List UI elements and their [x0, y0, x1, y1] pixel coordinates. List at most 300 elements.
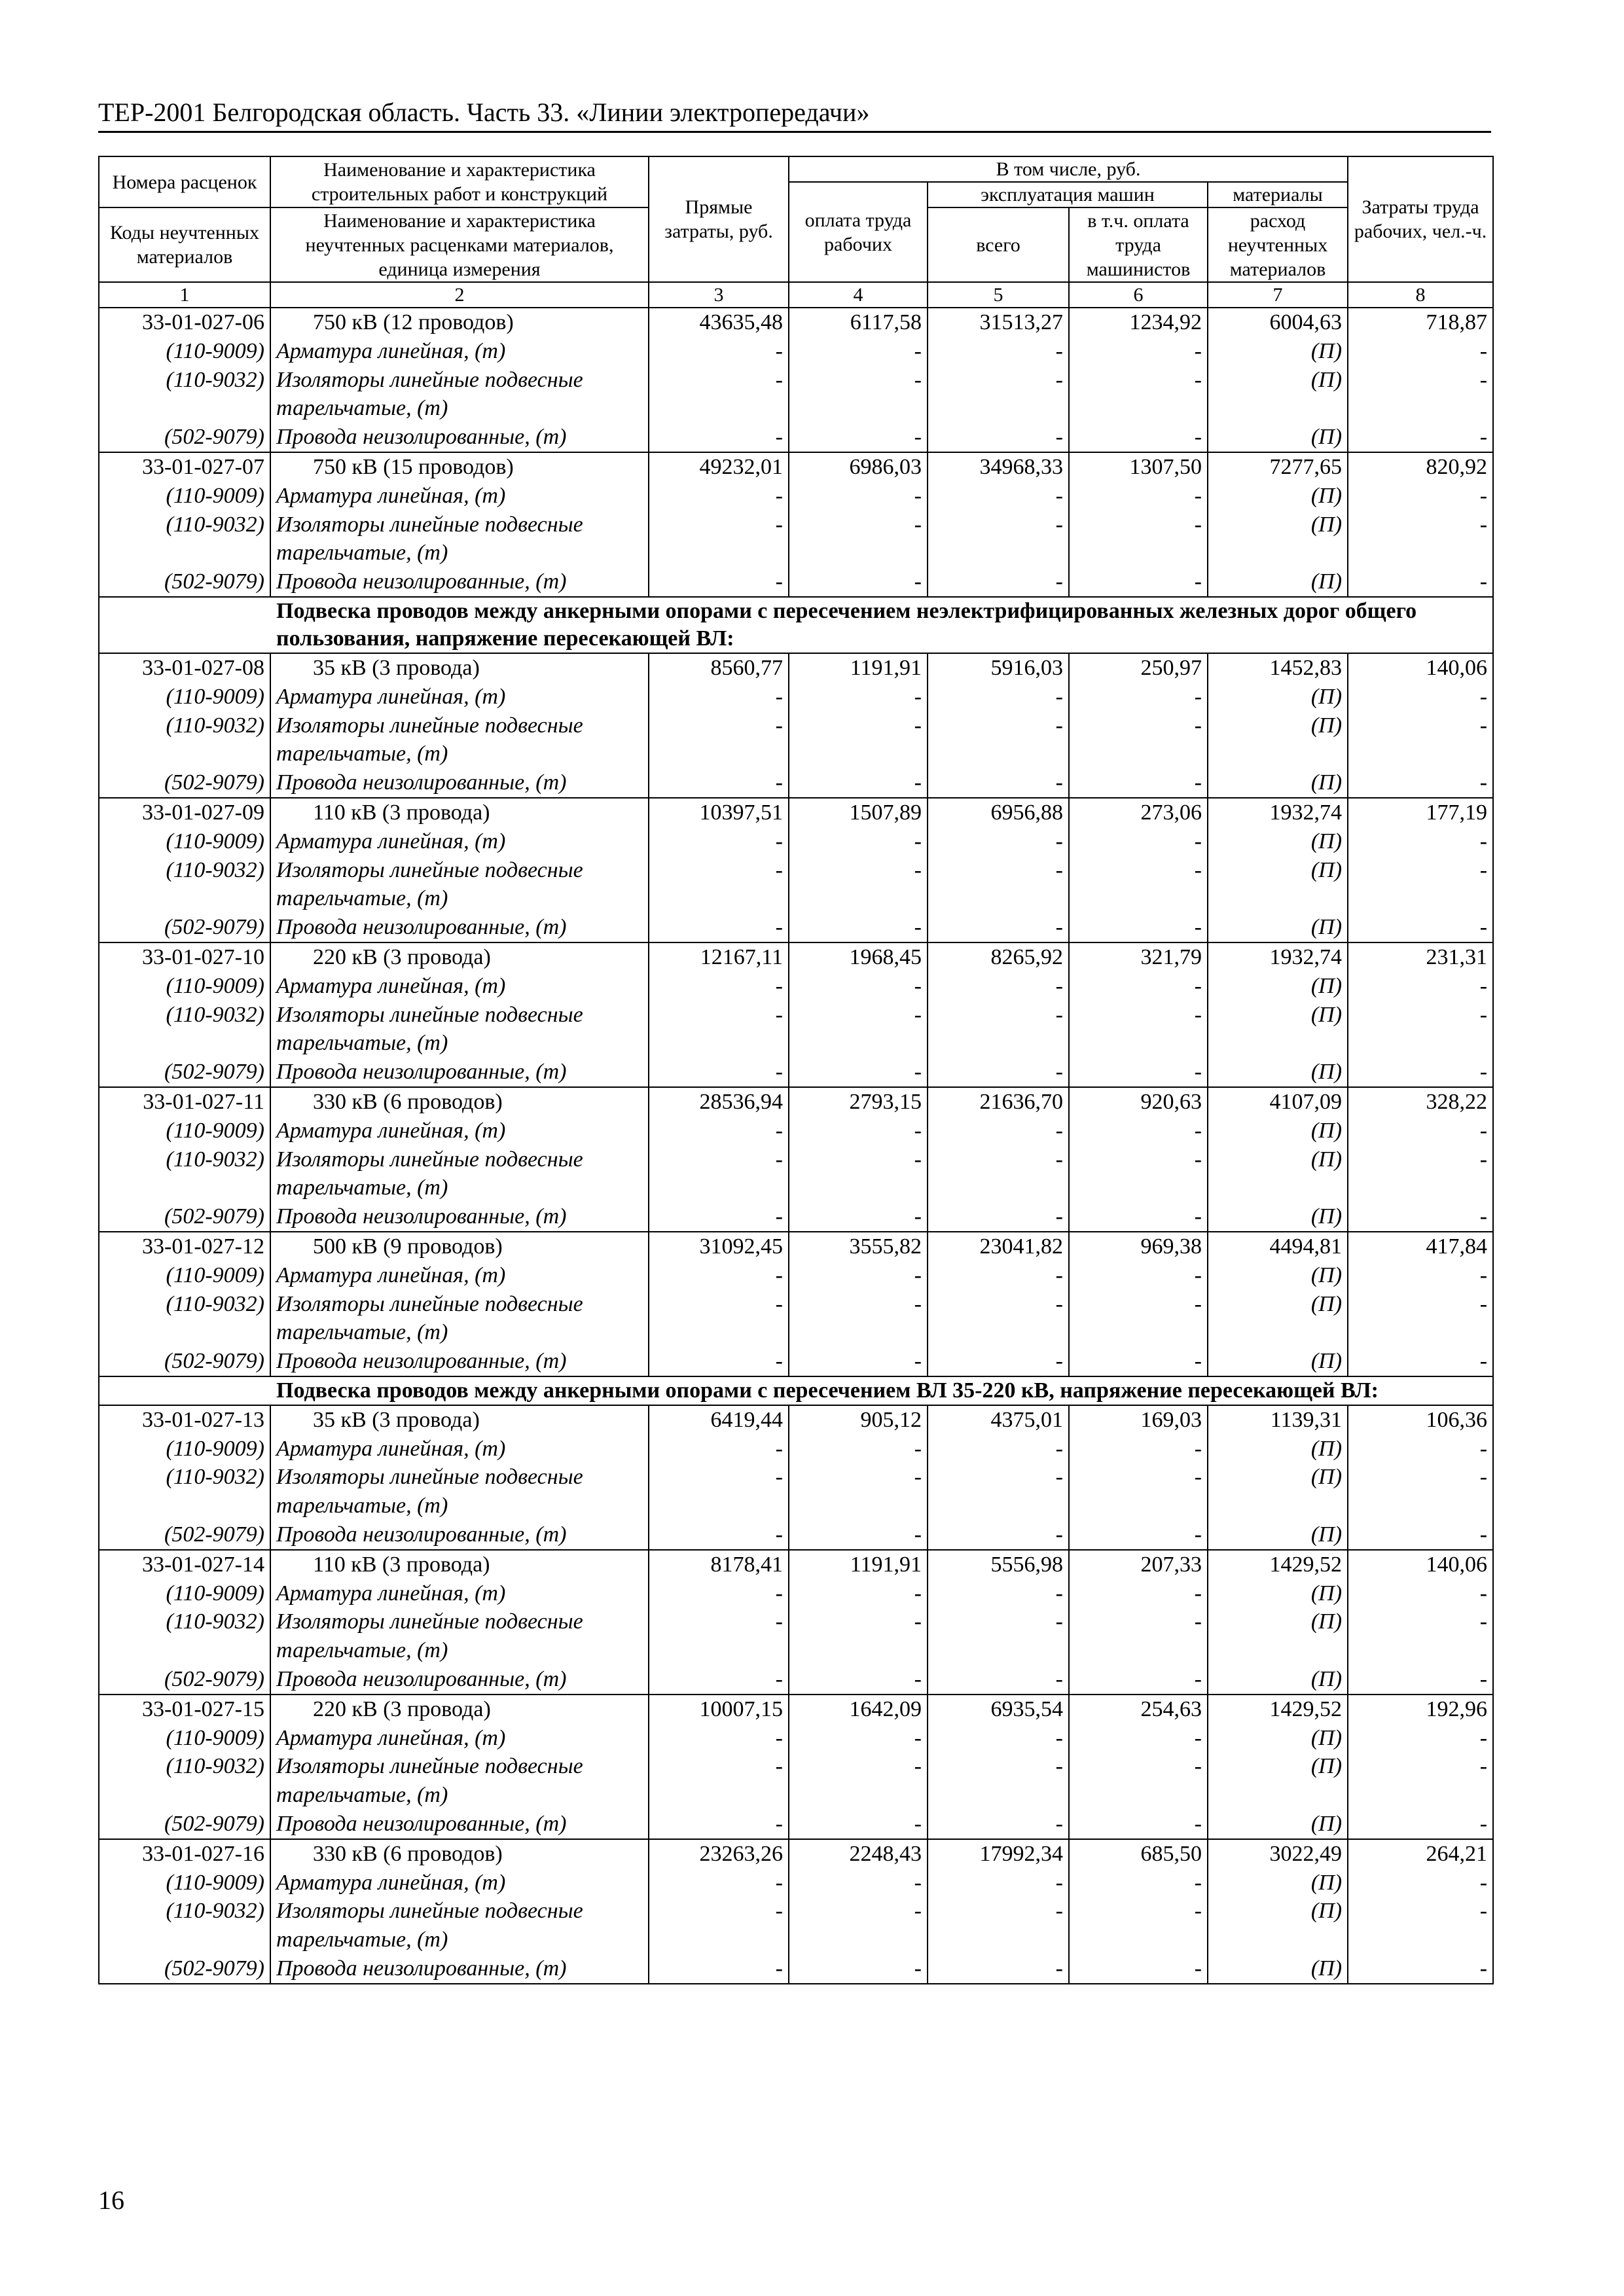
- rate-name: 110 кВ (3 провода): [313, 1552, 490, 1577]
- material-name: Провода неизолированные, (т): [276, 770, 567, 795]
- dash-value: -: [914, 338, 922, 363]
- dash-value: -: [775, 1263, 783, 1287]
- code-cell: [99, 1232, 270, 1376]
- material-name: тарельчатые, (т): [276, 1175, 448, 1200]
- name-cell: [270, 798, 649, 942]
- material-name: тарельчатые, (т): [276, 1320, 448, 1345]
- dash-value: -: [775, 1147, 783, 1172]
- dash-value: -: [914, 1956, 922, 1981]
- material-name: Арматура линейная, (т): [276, 1870, 506, 1895]
- section-heading-row: [99, 597, 1493, 653]
- dash-value: -: [1194, 1002, 1202, 1027]
- materials-cell: [1208, 798, 1348, 942]
- dash-value: -: [1194, 1263, 1202, 1287]
- rate-code: 33-01-027-09: [142, 800, 264, 825]
- code-cell: [99, 653, 270, 798]
- direct-cost-cell: [649, 1695, 789, 1839]
- column-number: 3: [649, 282, 789, 308]
- rate-code: 33-01-027-06: [142, 310, 264, 334]
- value-c4: 1507,89: [849, 800, 922, 825]
- page-header-title: ТЕР-2001 Белгородская область. Часть 33. «Линии электропередачи»: [98, 98, 870, 127]
- dash-value: -: [1055, 915, 1063, 940]
- machines-total-cell: [928, 452, 1069, 597]
- section-heading: Подвеска проводов между анкерными опорами с пересечением ВЛ 35-220 кВ, напряжение пересекающей ВЛ:: [99, 1376, 1493, 1405]
- code-cell: [99, 1839, 270, 1984]
- value-c7: 7277,65: [1269, 454, 1343, 479]
- header-material-codes: Коды неучтенных материалов: [99, 207, 270, 282]
- dash-value: -: [775, 1436, 783, 1461]
- material-mark: (П): [1310, 857, 1343, 882]
- dash-value: -: [914, 1465, 922, 1490]
- dash-value: -: [1479, 1204, 1488, 1229]
- header-direct-costs: Прямые затраты, руб.: [649, 156, 789, 282]
- machines-total-cell: [928, 1087, 1069, 1232]
- value-c7: 1139,31: [1270, 1407, 1343, 1432]
- material-code: (110-9032): [166, 1609, 264, 1634]
- value-c8: 328,22: [1426, 1089, 1488, 1114]
- rate-code: 33-01-027-07: [142, 454, 264, 479]
- value-c6: 685,50: [1140, 1841, 1202, 1866]
- value-c5: 8265,92: [990, 944, 1063, 969]
- code-cell: [99, 452, 270, 597]
- dash-value: -: [775, 1349, 783, 1374]
- material-name: Провода неизолированные, (т): [276, 425, 567, 450]
- header-materials: материалы: [1208, 182, 1348, 207]
- value-c6: 254,63: [1140, 1696, 1202, 1721]
- dash-value: -: [1055, 1465, 1063, 1490]
- material-mark: (П): [1310, 512, 1343, 537]
- value-c6: 321,79: [1140, 944, 1202, 969]
- dash-value: -: [1194, 1118, 1202, 1143]
- worker-pay-cell: [789, 1232, 928, 1376]
- materials-cell: [1208, 308, 1348, 452]
- header-material-names: Наименование и характеристика неучтенных расценками материалов, единица измерения: [270, 207, 649, 282]
- dash-value: -: [1055, 1002, 1063, 1027]
- materials-cell: [1208, 1232, 1348, 1376]
- material-mark: (П): [1310, 1436, 1343, 1461]
- material-code: (110-9009): [166, 684, 264, 709]
- material-code: (110-9009): [166, 1581, 264, 1605]
- dash-value: -: [775, 1899, 783, 1924]
- direct-cost-cell: [649, 653, 789, 798]
- material-code: (110-9009): [166, 483, 264, 508]
- worker-pay-cell: [789, 653, 928, 798]
- operator-pay-cell: [1069, 798, 1208, 942]
- dash-value: -: [775, 1609, 783, 1634]
- value-c8: 417,84: [1426, 1234, 1488, 1259]
- dash-value: -: [1194, 1522, 1202, 1547]
- material-code: (110-9032): [166, 1147, 264, 1172]
- dash-value: -: [914, 1754, 922, 1779]
- column-numbers-row: [99, 282, 1493, 308]
- material-mark: (П): [1310, 684, 1343, 709]
- table-header: [99, 156, 1493, 308]
- material-code: (502-9079): [164, 915, 264, 940]
- rate-row: [99, 942, 1493, 1087]
- rate-code: 33-01-027-10: [142, 944, 264, 969]
- value-c7: 1429,52: [1269, 1696, 1343, 1721]
- dash-value: -: [1479, 425, 1488, 450]
- material-code: (502-9079): [164, 1204, 264, 1229]
- dash-value: -: [775, 973, 783, 998]
- dash-value: -: [914, 569, 922, 594]
- worker-pay-cell: [789, 1087, 928, 1232]
- dash-value: -: [914, 857, 922, 882]
- dash-value: -: [1055, 1754, 1063, 1779]
- value-c8: 192,96: [1426, 1696, 1488, 1721]
- material-code: (110-9032): [166, 1899, 264, 1924]
- labor-cell: [1348, 942, 1493, 1087]
- material-mark: (П): [1310, 1060, 1343, 1085]
- material-name: Арматура линейная, (т): [276, 1581, 506, 1605]
- dash-value: -: [1479, 915, 1488, 940]
- material-mark: (П): [1310, 1812, 1343, 1837]
- material-code: (110-9009): [166, 973, 264, 998]
- value-c8: 106,36: [1426, 1407, 1488, 1432]
- dash-value: -: [1194, 512, 1202, 537]
- material-name: Изоляторы линейные подвесные: [276, 1899, 583, 1924]
- dash-value: -: [775, 1060, 783, 1085]
- material-code: (110-9032): [166, 1754, 264, 1779]
- dash-value: -: [914, 1204, 922, 1229]
- material-code: (110-9032): [166, 512, 264, 537]
- dash-value: -: [1194, 1899, 1202, 1924]
- material-mark: (П): [1310, 1581, 1343, 1605]
- dash-value: -: [1194, 857, 1202, 882]
- dash-value: -: [1055, 1581, 1063, 1605]
- dash-value: -: [1479, 1060, 1488, 1085]
- dash-value: -: [914, 1870, 922, 1895]
- rate-name: 330 кВ (6 проводов): [313, 1841, 503, 1866]
- value-c7: 1932,74: [1269, 944, 1343, 969]
- value-c3: 28536,94: [699, 1089, 783, 1114]
- dash-value: -: [1055, 857, 1063, 882]
- value-c5: 5556,98: [990, 1552, 1063, 1577]
- dash-value: -: [1055, 1436, 1063, 1461]
- code-cell: [99, 1695, 270, 1839]
- materials-cell: [1208, 452, 1348, 597]
- dash-value: -: [1194, 338, 1202, 363]
- dash-value: -: [914, 770, 922, 795]
- material-name: Изоляторы линейные подвесные: [276, 1609, 583, 1634]
- dash-value: -: [914, 1002, 922, 1027]
- dash-value: -: [1194, 1870, 1202, 1895]
- value-c8: 140,06: [1426, 1552, 1488, 1577]
- dash-value: -: [1055, 367, 1063, 392]
- dash-value: -: [1055, 1291, 1063, 1316]
- value-c7: 1932,74: [1269, 800, 1343, 825]
- header-unaccounted-materials: расход неучтенных материалов: [1208, 207, 1348, 282]
- code-cell: [99, 1405, 270, 1550]
- material-code: (502-9079): [164, 1812, 264, 1837]
- rate-row: [99, 1695, 1493, 1839]
- material-name: Провода неизолированные, (т): [276, 1812, 567, 1837]
- value-c4: 6117,58: [850, 310, 922, 334]
- page-number: 16: [98, 2185, 124, 2215]
- material-name: Провода неизолированные, (т): [276, 1060, 567, 1085]
- material-name: тарельчатые, (т): [276, 541, 448, 565]
- dash-value: -: [1055, 1349, 1063, 1374]
- dash-value: -: [775, 1522, 783, 1547]
- material-name: Изоляторы линейные подвесные: [276, 1291, 583, 1316]
- material-name: тарельчатые, (т): [276, 1783, 448, 1808]
- direct-cost-cell: [649, 452, 789, 597]
- dash-value: -: [914, 1263, 922, 1287]
- dash-value: -: [775, 1465, 783, 1490]
- name-cell: [270, 308, 649, 452]
- direct-cost-cell: [649, 1550, 789, 1695]
- machines-total-cell: [928, 653, 1069, 798]
- dash-value: -: [1479, 1667, 1488, 1692]
- dash-value: -: [775, 915, 783, 940]
- value-c4: 2793,15: [849, 1089, 922, 1114]
- material-code: (110-9032): [166, 1465, 264, 1490]
- worker-pay-cell: [789, 452, 928, 597]
- material-code: (502-9079): [164, 569, 264, 594]
- material-name: Изоляторы линейные подвесные: [276, 1002, 583, 1027]
- value-c3: 8560,77: [710, 655, 783, 680]
- dash-value: -: [775, 1956, 783, 1981]
- value-c8: 140,06: [1426, 655, 1488, 680]
- dash-value: -: [775, 1870, 783, 1895]
- material-code: (110-9032): [166, 713, 264, 738]
- header-including: В том числе, руб.: [789, 156, 1348, 182]
- material-name: тарельчатые, (т): [276, 1031, 448, 1056]
- value-c6: 273,06: [1140, 800, 1202, 825]
- worker-pay-cell: [789, 1550, 928, 1695]
- direct-cost-cell: [649, 942, 789, 1087]
- dash-value: -: [914, 829, 922, 853]
- table-body: [99, 308, 1493, 1984]
- material-name: тарельчатые, (т): [276, 1638, 448, 1663]
- code-cell: [99, 1550, 270, 1695]
- value-c6: 207,33: [1140, 1552, 1202, 1577]
- material-code: (502-9079): [164, 425, 264, 450]
- material-code: (110-9032): [166, 857, 264, 882]
- material-mark: (П): [1310, 1291, 1343, 1316]
- material-name: Арматура линейная, (т): [276, 483, 506, 508]
- dash-value: -: [914, 1436, 922, 1461]
- operator-pay-cell: [1069, 1839, 1208, 1984]
- material-mark: (П): [1310, 1870, 1343, 1895]
- rate-code: 33-01-027-16: [142, 1841, 264, 1866]
- dash-value: -: [1194, 713, 1202, 738]
- column-number: 1: [99, 282, 270, 308]
- dash-value: -: [1055, 1522, 1063, 1547]
- section-heading: Подвеска проводов между анкерными опорами с пересечением неэлектрифицированных железных дорог общего пользования, напряжение пересекающей ВЛ:: [99, 597, 1493, 653]
- machines-total-cell: [928, 942, 1069, 1087]
- labor-cell: [1348, 1839, 1493, 1984]
- value-c4: 1191,91: [850, 1552, 922, 1577]
- dash-value: -: [1479, 1956, 1488, 1981]
- dash-value: -: [1194, 829, 1202, 853]
- dash-value: -: [1194, 1609, 1202, 1634]
- material-mark: (П): [1310, 973, 1343, 998]
- dash-value: -: [1479, 1581, 1488, 1605]
- dash-value: -: [1479, 1349, 1488, 1374]
- name-cell: [270, 1405, 649, 1550]
- price-table: [98, 156, 1494, 1984]
- dash-value: -: [1479, 1002, 1488, 1027]
- rate-code: 33-01-027-12: [142, 1234, 264, 1259]
- material-code: (110-9032): [166, 1291, 264, 1316]
- dash-value: -: [914, 1899, 922, 1924]
- dash-value: -: [1194, 1204, 1202, 1229]
- value-c5: 4375,01: [990, 1407, 1063, 1432]
- materials-cell: [1208, 942, 1348, 1087]
- material-name: Арматура линейная, (т): [276, 338, 506, 363]
- material-code: (110-9009): [166, 338, 264, 363]
- column-number: 5: [928, 282, 1069, 308]
- value-c8: 820,92: [1426, 454, 1488, 479]
- material-name: Изоляторы линейные подвесные: [276, 857, 583, 882]
- direct-cost-cell: [649, 798, 789, 942]
- header-labor-costs: Затраты труда рабочих, чел.-ч.: [1348, 156, 1493, 282]
- machines-total-cell: [928, 1405, 1069, 1550]
- rate-name: 750 кВ (15 проводов): [313, 454, 514, 479]
- dash-value: -: [1194, 1436, 1202, 1461]
- material-name: Провода неизолированные, (т): [276, 915, 567, 940]
- dash-value: -: [1194, 1060, 1202, 1085]
- value-c8: 718,87: [1426, 310, 1488, 334]
- value-c5: 34968,33: [979, 454, 1063, 479]
- worker-pay-cell: [789, 798, 928, 942]
- material-mark: (П): [1310, 1147, 1343, 1172]
- dash-value: -: [1194, 684, 1202, 709]
- dash-value: -: [1479, 338, 1488, 363]
- materials-cell: [1208, 653, 1348, 798]
- operator-pay-cell: [1069, 1550, 1208, 1695]
- rate-name: 330 кВ (6 проводов): [313, 1089, 503, 1114]
- rate-code: 33-01-027-15: [142, 1696, 264, 1721]
- value-c3: 10397,51: [699, 800, 783, 825]
- materials-cell: [1208, 1405, 1348, 1550]
- material-mark: (П): [1310, 1204, 1343, 1229]
- value-c5: 31513,27: [979, 310, 1063, 334]
- material-mark: (П): [1310, 1465, 1343, 1490]
- dash-value: -: [1479, 857, 1488, 882]
- material-mark: (П): [1310, 483, 1343, 508]
- rate-row: [99, 1405, 1493, 1550]
- value-c6: 1234,92: [1129, 310, 1202, 334]
- value-c6: 1307,50: [1129, 454, 1202, 479]
- material-mark: (П): [1310, 829, 1343, 853]
- dash-value: -: [1055, 973, 1063, 998]
- rate-name: 35 кВ (3 провода): [313, 1407, 480, 1432]
- rate-code: 33-01-027-08: [142, 655, 264, 680]
- machines-total-cell: [928, 1232, 1069, 1376]
- dash-value: -: [1055, 338, 1063, 363]
- machines-total-cell: [928, 1839, 1069, 1984]
- value-c7: 1452,83: [1269, 655, 1343, 680]
- dash-value: -: [775, 425, 783, 450]
- dash-value: -: [1479, 973, 1488, 998]
- operator-pay-cell: [1069, 452, 1208, 597]
- labor-cell: [1348, 798, 1493, 942]
- material-code: (110-9032): [166, 1002, 264, 1027]
- name-cell: [270, 1087, 649, 1232]
- value-c8: 264,21: [1426, 1841, 1488, 1866]
- labor-cell: [1348, 452, 1493, 597]
- header-operator-pay: в т.ч. оплата труда машинистов: [1069, 207, 1208, 282]
- dash-value: -: [1055, 1609, 1063, 1634]
- dash-value: -: [1479, 1465, 1488, 1490]
- material-name: Арматура линейная, (т): [276, 829, 506, 853]
- rate-code: 33-01-027-11: [143, 1089, 264, 1114]
- material-code: (502-9079): [164, 1349, 264, 1374]
- dash-value: -: [1055, 1667, 1063, 1692]
- worker-pay-cell: [789, 1695, 928, 1839]
- operator-pay-cell: [1069, 653, 1208, 798]
- material-name: Арматура линейная, (т): [276, 684, 506, 709]
- value-c4: 905,12: [860, 1407, 922, 1432]
- value-c7: 4107,09: [1269, 1089, 1343, 1114]
- dash-value: -: [1479, 569, 1488, 594]
- material-code: (502-9079): [164, 1522, 264, 1547]
- material-name: Арматура линейная, (т): [276, 973, 506, 998]
- worker-pay-cell: [789, 1839, 928, 1984]
- rate-row: [99, 1232, 1493, 1376]
- value-c6: 250,97: [1140, 655, 1202, 680]
- dash-value: -: [1479, 1870, 1488, 1895]
- dash-value: -: [914, 973, 922, 998]
- direct-cost-cell: [649, 308, 789, 452]
- dash-value: -: [914, 713, 922, 738]
- labor-cell: [1348, 1087, 1493, 1232]
- dash-value: -: [1055, 1060, 1063, 1085]
- machines-total-cell: [928, 1550, 1069, 1695]
- dash-value: -: [775, 1754, 783, 1779]
- materials-cell: [1208, 1695, 1348, 1839]
- dash-value: -: [1194, 1291, 1202, 1316]
- dash-value: -: [775, 483, 783, 508]
- dash-value: -: [1055, 1870, 1063, 1895]
- dash-value: -: [914, 1667, 922, 1692]
- dash-value: -: [914, 1812, 922, 1837]
- rate-name: 35 кВ (3 провода): [313, 655, 480, 680]
- value-c5: 17992,34: [979, 1841, 1063, 1866]
- material-mark: (П): [1310, 1118, 1343, 1143]
- column-number: 7: [1208, 282, 1348, 308]
- material-mark: (П): [1310, 1522, 1343, 1547]
- dash-value: -: [775, 512, 783, 537]
- material-code: (110-9009): [166, 1870, 264, 1895]
- material-name: тарельчатые, (т): [276, 396, 448, 421]
- worker-pay-cell: [789, 942, 928, 1087]
- dash-value: -: [914, 512, 922, 537]
- dash-value: -: [775, 1725, 783, 1750]
- header-worker-pay: оплата труда рабочих: [789, 182, 928, 282]
- header-work-name: Наименование и характеристика строительных работ и конструкций: [270, 156, 649, 207]
- dash-value: -: [1479, 829, 1488, 853]
- name-cell: [270, 1839, 649, 1984]
- material-name: Арматура линейная, (т): [276, 1118, 506, 1143]
- rate-code: 33-01-027-13: [142, 1407, 264, 1432]
- material-name: тарельчатые, (т): [276, 886, 448, 911]
- name-cell: [270, 1695, 649, 1839]
- value-c5: 21636,70: [979, 1089, 1063, 1114]
- value-c7: 6004,63: [1269, 310, 1343, 334]
- machines-total-cell: [928, 1695, 1069, 1839]
- materials-cell: [1208, 1087, 1348, 1232]
- dash-value: -: [1194, 425, 1202, 450]
- value-c8: 231,31: [1426, 944, 1488, 969]
- dash-value: -: [775, 1002, 783, 1027]
- labor-cell: [1348, 1232, 1493, 1376]
- material-name: тарельчатые, (т): [276, 1928, 448, 1952]
- dash-value: -: [914, 915, 922, 940]
- direct-cost-cell: [649, 1839, 789, 1984]
